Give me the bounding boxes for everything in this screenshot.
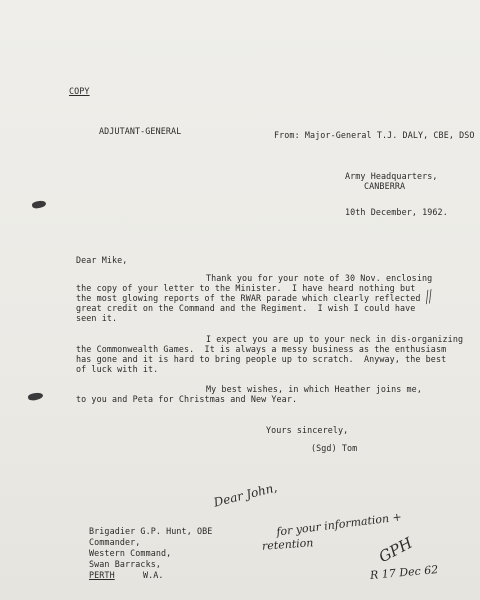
recipient-state: W.A. bbox=[143, 570, 164, 580]
letter-date: 10th December, 1962. bbox=[345, 207, 448, 217]
margin-mark: // bbox=[425, 286, 433, 308]
closing-signature: (Sgd) Tom bbox=[311, 443, 358, 453]
from-line: From: Major-General T.J. DALY, CBE, DSO bbox=[274, 130, 475, 140]
recipient-line-4: Swan Barracks, bbox=[89, 559, 161, 569]
punch-hole-bottom bbox=[27, 392, 43, 402]
p1-line-3: the most glowing reports of the RWAR parade which clearly reflected bbox=[76, 293, 421, 303]
handwritten-initials: GPH bbox=[375, 533, 416, 567]
p1-line-4: great credit on the Command and the Regiment. I wish I could have bbox=[76, 303, 416, 313]
recipient-city: PERTH bbox=[89, 570, 115, 580]
p2-line-2: the Commonwealth Games. It is always a messy business as the enthusiasm bbox=[76, 344, 447, 354]
p2-line-1: I expect you are up to your neck in dis-organizing bbox=[206, 334, 464, 344]
p2-line-4: of luck with it. bbox=[76, 364, 159, 374]
handwritten-note-line-1: for your information + bbox=[275, 510, 403, 539]
p2-line-3: has gone and it is hard to bring people up to scratch. Anyway, the best bbox=[76, 354, 447, 364]
handwritten-date-note: R 17 Dec 62 bbox=[369, 563, 439, 582]
recipient-line-2: Commander, bbox=[89, 537, 141, 547]
copy-label: COPY bbox=[69, 86, 90, 96]
p1-line-5: seen it. bbox=[76, 313, 118, 323]
p1-line-1: Thank you for your note of 30 Nov. enclosing bbox=[206, 273, 433, 283]
salutation: Dear Mike, bbox=[76, 255, 128, 265]
to-line: ADJUTANT-GENERAL bbox=[99, 126, 182, 136]
handwritten-note-line-2: retention bbox=[261, 536, 314, 553]
p1-line-2: the copy of your letter to the Minister. I have heard nothing but bbox=[76, 283, 416, 293]
address-line-2: CANBERRA bbox=[364, 181, 406, 191]
p3-line-1: My best wishes, in which Heather joins me, bbox=[206, 384, 422, 394]
closing-yours: Yours sincerely, bbox=[266, 425, 349, 435]
address-line-1: Army Headquarters, bbox=[345, 171, 438, 181]
handwritten-greeting: Dear John, bbox=[212, 480, 279, 510]
recipient-line-3: Western Command, bbox=[89, 548, 172, 558]
recipient-line-1: Brigadier G.P. Hunt, OBE bbox=[89, 526, 213, 536]
p3-line-2: to you and Peta for Christmas and New Year. bbox=[76, 394, 298, 404]
punch-hole-top bbox=[31, 200, 46, 210]
